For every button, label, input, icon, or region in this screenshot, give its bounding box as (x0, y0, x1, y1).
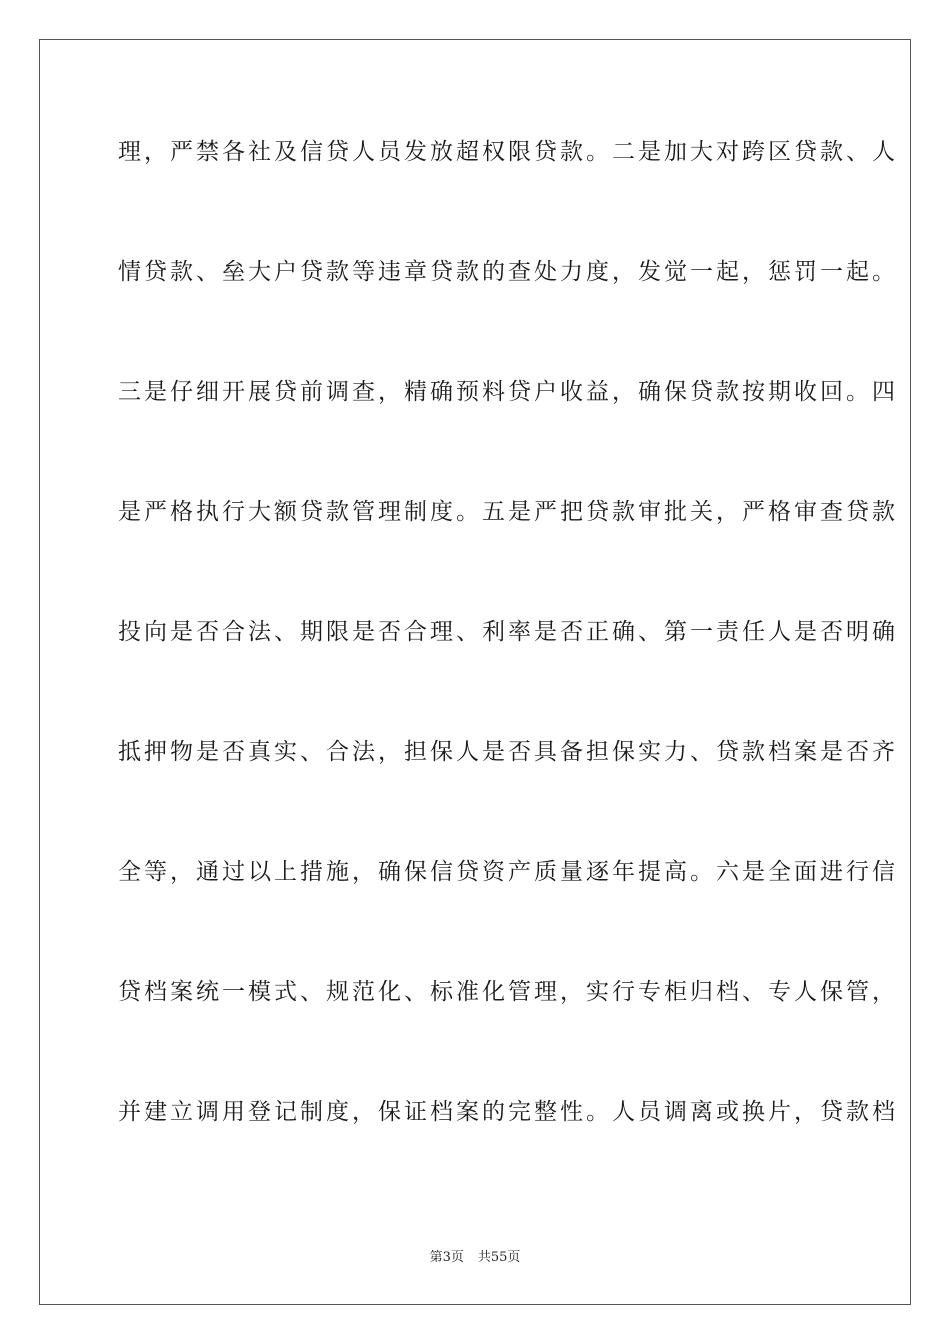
body-line-8: 贷档案统一模式、规范化、标准化管理，实行专柜归档、专人保管， (118, 979, 898, 1005)
body-line-6: 抵押物是否真实、合法，担保人是否具备担保实力、贷款档案是否齐 (118, 739, 898, 765)
page-footer (0, 1246, 950, 1265)
body-line-7: 全等，通过以上措施，确保信贷资产质量逐年提高。六是全面进行信 (118, 859, 898, 885)
body-line-2: 情贷款、垒大户贷款等违章贷款的查处力度，发觉一起，惩罚一起。 (118, 259, 898, 285)
page-number: 第3页 (429, 1250, 464, 1265)
body-line-1: 理，严禁各社及信贷人员发放超权限贷款。二是加大对跨区贷款、人 (118, 139, 898, 165)
body-line-4: 是严格执行大额贷款管理制度。五是严把贷款审批关，严格审查贷款 (118, 499, 898, 525)
page-total: 共55页 (477, 1250, 521, 1265)
document-body (118, 126, 898, 1206)
body-line-3: 三是仔细开展贷前调查，精确预料贷户收益，确保贷款按期收回。四 (118, 379, 898, 405)
body-line-5: 投向是否合法、期限是否合理、利率是否正确、第一责任人是否明确 (118, 619, 898, 645)
body-line-9: 并建立调用登记制度，保证档案的完整性。人员调离或换片，贷款档 (118, 1099, 898, 1125)
